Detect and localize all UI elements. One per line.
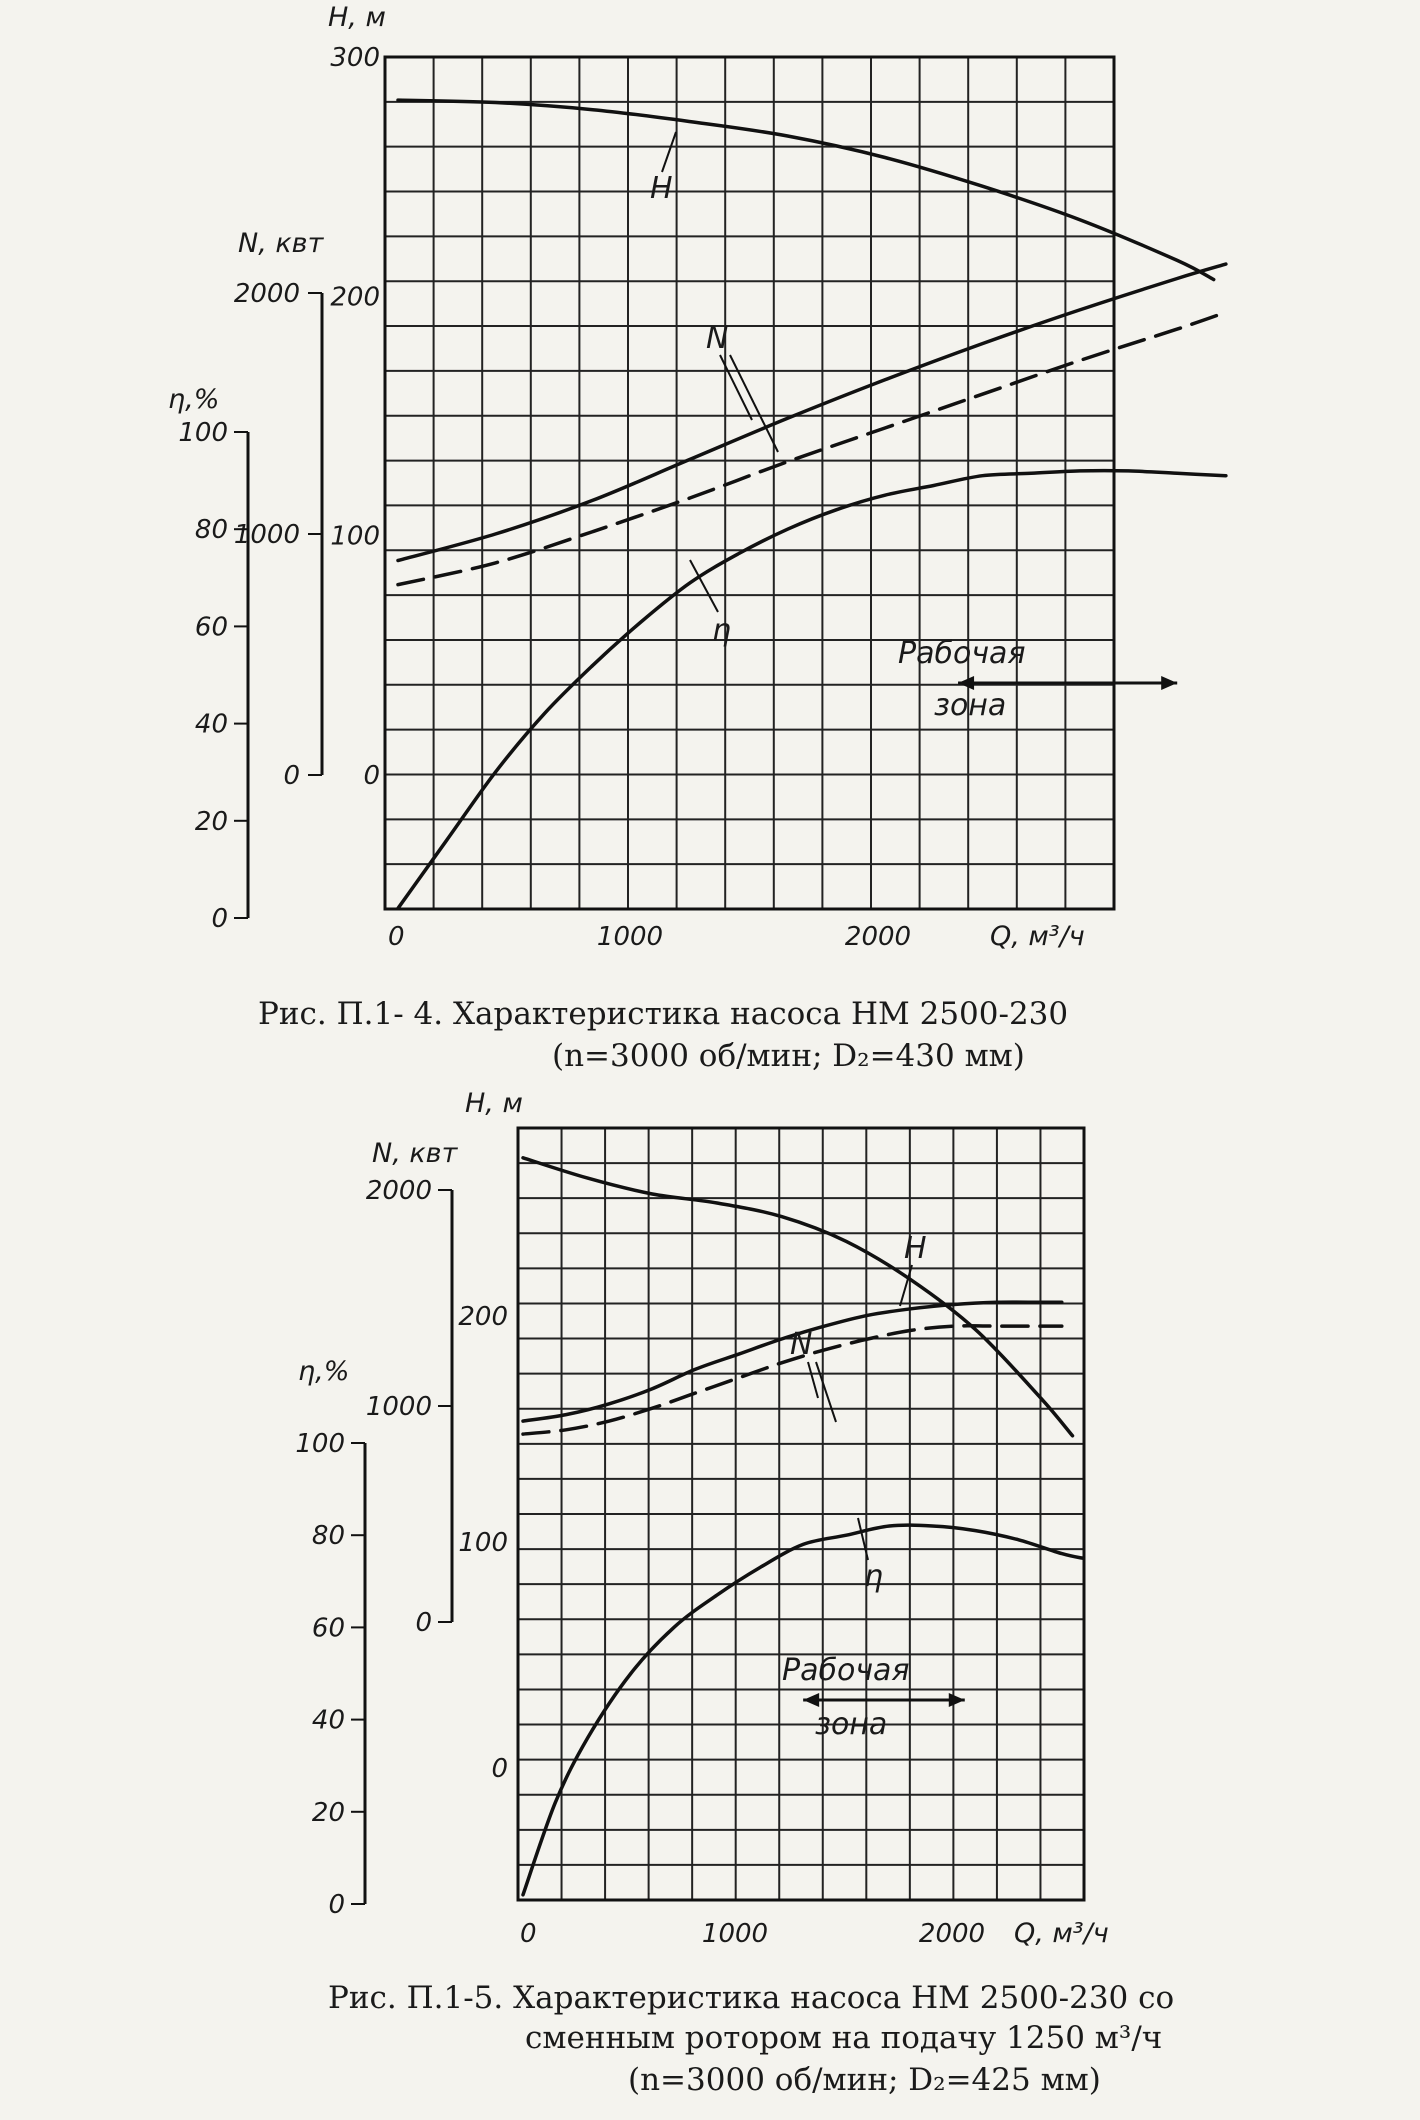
chart-pump-nm2500-230-d425 <box>295 1088 1108 1949</box>
axis-tick-label-n: 2000 <box>233 279 300 309</box>
x-tick-label: 0 <box>520 1919 537 1949</box>
x-tick-label: 2000 <box>918 1919 986 1949</box>
curve-label-n-leader <box>808 1362 818 1398</box>
axis-tick-label-h: 100 <box>330 521 380 552</box>
work-zone-label-2: зона <box>815 1707 888 1742</box>
grid <box>518 1128 1084 1900</box>
axis-tick-label-eta: 20 <box>194 806 228 837</box>
h-axis-label: H, м <box>465 1088 523 1119</box>
work-zone-label-2: зона <box>934 688 1007 723</box>
series-line-eta <box>398 471 1226 909</box>
axis-tick-label-n: 2000 <box>365 1176 432 1206</box>
series-group <box>398 100 1226 908</box>
eta-axis-label: η,% <box>298 1356 350 1387</box>
x-tick-label: 1000 <box>701 1919 769 1949</box>
x-tick-label: 2000 <box>844 922 912 952</box>
axis-tick-label-eta: 60 <box>194 612 228 643</box>
axes-group <box>178 43 380 934</box>
axis-tick-label-n: 1000 <box>365 1392 432 1422</box>
axis-tick-label-eta: 80 <box>194 515 228 546</box>
curve-label-n-leader <box>730 355 778 452</box>
plot-frame <box>385 57 1114 909</box>
axis-tick-label-h: 300 <box>330 43 380 73</box>
grid <box>385 57 1114 909</box>
series-line-n-dashed <box>398 312 1226 584</box>
axis-tick-label-h: 0 <box>491 1754 508 1784</box>
x-tick-label: 0 <box>388 922 405 952</box>
figure-caption-2-line-2: сменным ротором на подачу 1250 м³/ч <box>525 2020 1163 2056</box>
axis-tick-label-eta: 0 <box>211 904 228 934</box>
eta-axis-label: η,% <box>168 384 220 415</box>
h-axis-label: H, м <box>328 2 386 33</box>
axis-tick-label-eta: 0 <box>328 1890 345 1920</box>
figure-caption-2-line-1: Рис. П.1-5. Характеристика насоса НМ 2500-230 со <box>328 1980 1175 2016</box>
series-line-n <box>398 264 1226 560</box>
figure-caption-2-line-3: (n=3000 об/мин; D₂=425 мм) <box>628 2062 1101 2098</box>
axis-tick-label-h: 100 <box>458 1528 508 1558</box>
work-zone-label-1: Рабочая <box>782 1653 910 1688</box>
n-axis-label: N, квт <box>372 1138 458 1169</box>
figure-caption-1-line-1: Рис. П.1- 4. Характеристика насоса НМ 2500-230 <box>258 996 1069 1032</box>
axes-group <box>295 1176 508 1920</box>
axis-tick-label-eta: 80 <box>311 1521 345 1552</box>
axis-tick-label-h: 200 <box>458 1302 508 1332</box>
n-axis-label: N, квт <box>238 228 324 259</box>
work-zone-arrowhead-left <box>803 1693 819 1707</box>
axis-tick-label-n: 0 <box>415 1608 432 1638</box>
work-zone-arrow <box>803 1693 965 1707</box>
curve-label-h: H <box>904 1231 927 1266</box>
figure-caption-1-line-2: (n=3000 об/мин; D₂=430 мм) <box>552 1038 1025 1074</box>
axis-tick-label-n: 1000 <box>233 520 300 550</box>
curve-label-n-leader <box>816 1362 836 1422</box>
axis-tick-label-eta: 20 <box>311 1797 345 1828</box>
work-zone-label-1: Рабочая <box>898 636 1026 671</box>
axis-tick-label-eta: 100 <box>295 1429 345 1459</box>
series-line-eta <box>523 1525 1083 1895</box>
axis-tick-label-h: 200 <box>330 282 380 313</box>
axis-tick-label-eta: 100 <box>178 418 228 448</box>
axis-tick-label-eta: 40 <box>311 1705 345 1736</box>
x-axis-label: Q, м³/ч <box>1014 1918 1109 1949</box>
series-line-h <box>398 100 1214 280</box>
curve-label-h-leader <box>662 132 676 172</box>
axis-tick-label-eta: 40 <box>194 709 228 740</box>
curve-label-h: H <box>650 171 673 206</box>
work-zone-arrowhead-right <box>1161 676 1177 690</box>
curve-label-eta: η <box>864 1559 884 1594</box>
work-zone-arrowhead-right <box>949 1693 965 1707</box>
curve-label-n: N <box>790 1327 813 1362</box>
axis-tick-label-n: 0 <box>283 761 300 791</box>
x-tick-label: 1000 <box>596 922 664 952</box>
axis-tick-label-eta: 60 <box>311 1613 345 1644</box>
curve-label-n: N <box>706 321 729 356</box>
curve-label-eta: η <box>712 613 732 648</box>
chart-pump-nm2500-230-d430 <box>168 2 1226 952</box>
axis-tick-label-h: 0 <box>363 761 380 791</box>
x-axis-label: Q, м³/ч <box>990 921 1085 952</box>
